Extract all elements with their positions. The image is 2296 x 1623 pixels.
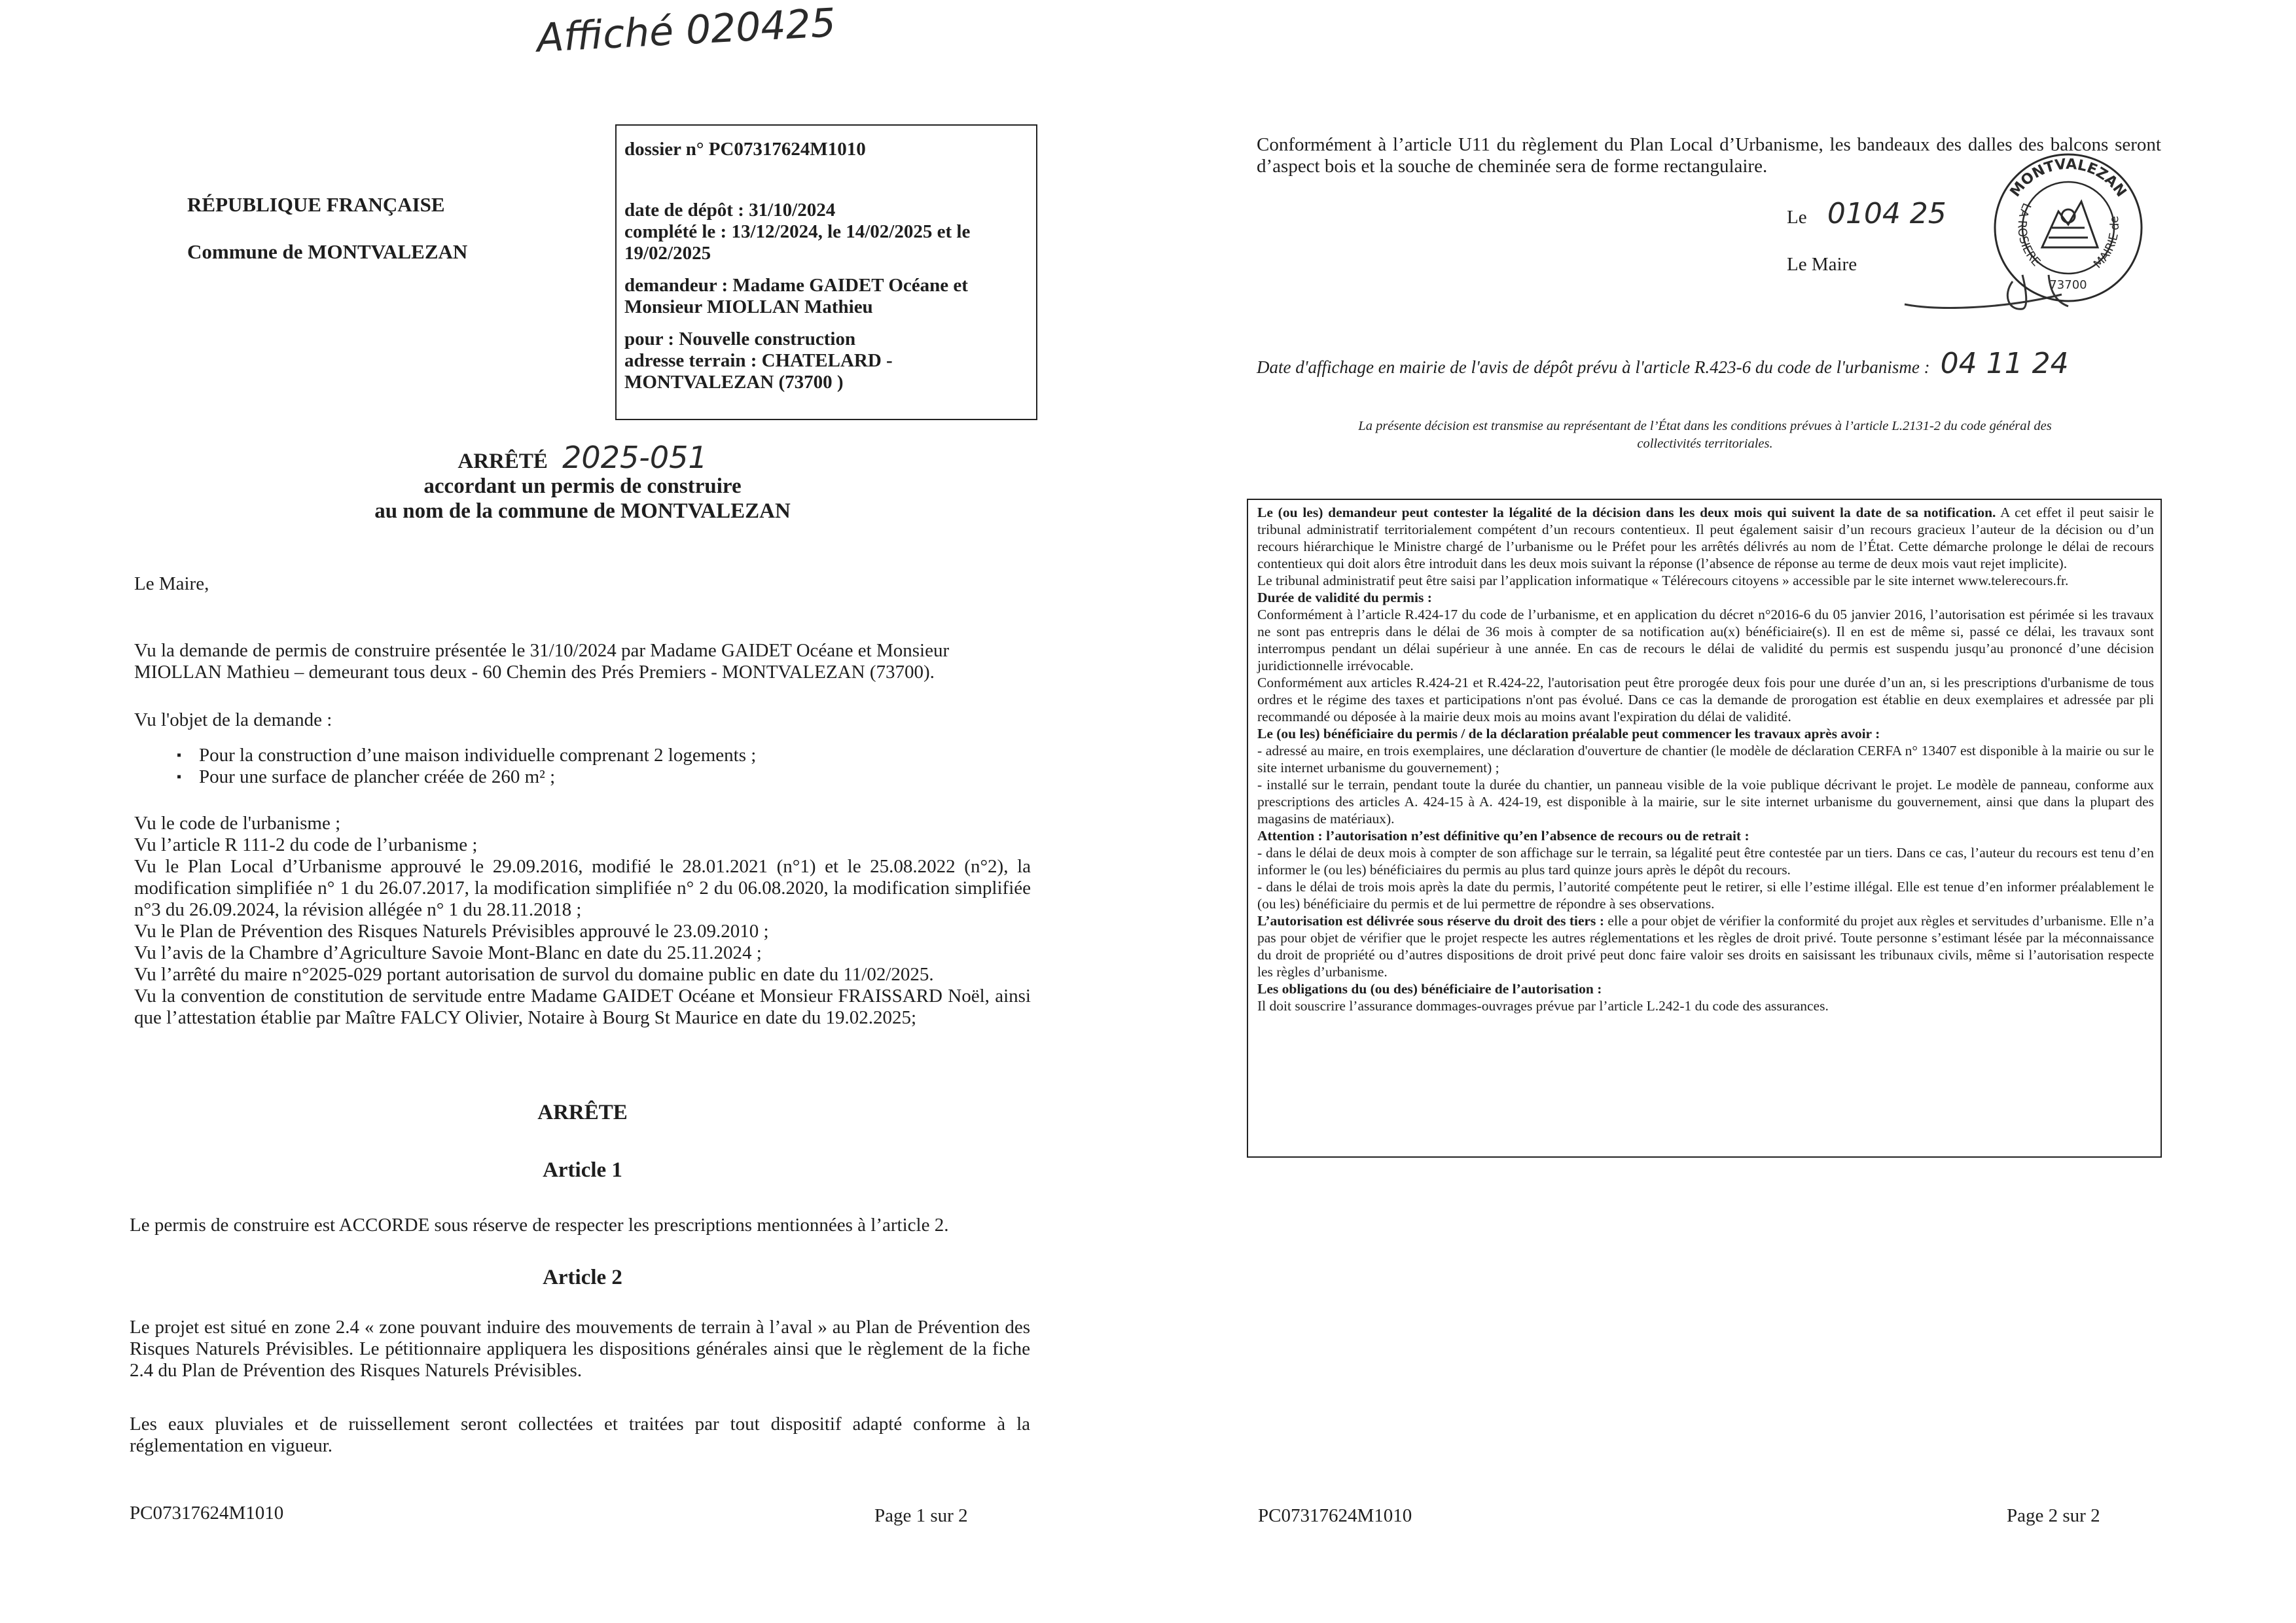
handwritten-arrete-number: 2025-051 xyxy=(562,440,708,475)
le-maire-label: Le Maire, xyxy=(134,573,209,594)
duree-paragraph-2: Conformément aux articles R.424-21 et R.424-22, l'autorisation peut être prorogée deux fois pour une durée d’un an, si les prescriptions d'urbanisme de tous ordres et le régime des taxes et participations n'ont pas évolué. Dans ce cas la demande de prorogation est établie en deux exemplaires et adressée par pli recommandé ou déposée à la mairie deux mois au moins avant l'expiration du délai de validité. xyxy=(1257,675,2154,724)
recours-paragraph xyxy=(1257,504,2154,572)
footer-reference: PC07317624M1010 xyxy=(130,1503,284,1524)
applicant-2: Monsieur MIOLLAN Mathieu xyxy=(624,296,873,317)
republic-heading: RÉPUBLIQUE FRANÇAISE xyxy=(187,193,445,216)
vu-item: Vu l’arrêté du maire n°2025-029 portant autorisation de survol du domaine public en date du 11/02/2025. xyxy=(134,964,934,985)
u11-paragraph: Conformément à l’article U11 du règlement du Plan Local d’Urbanisme, les bandeaux des dalles des balcons seront d’aspect bois et la souche de cheminée sera de forme rectangulaire. xyxy=(1257,134,2161,177)
footer-page-number-2: Page 2 sur 2 xyxy=(2007,1505,2100,1526)
signature-date-label: Le xyxy=(1787,207,1807,228)
commencer-paragraph-1: - adressé au maire, en trois exemplaires, une déclaration d'ouverture de chantier (le modèle de déclaration CERFA n° 13407 est disponible à la mairie ou sur le site internet urbanisme du gouvernement) ; xyxy=(1257,743,2154,776)
vu-list xyxy=(134,813,1031,1029)
commencer-paragraph-2: - installé sur le terrain, pendant toute la durée du chantier, un panneau visible de la voie publique décrivant le projet. Le modèle de panneau, conforme aux prescriptions des articles A. 424-15 à A. 424-19, est disponible à la mairie, sur le site internet urbanisme du gouvernement, ainsi que dans la plupart des magasins de matériaux). xyxy=(1257,777,2154,827)
attention-paragraph-1: - dans le délai de deux mois à compter de son affichage sur le terrain, sa légalité peut être contestée par un tiers. Dans ce cas, l’auteur du recours est tenu d’en informer le (ou les) bénéficiaires du permis au plus tard quinze jours après le dépôt du recours. xyxy=(1257,845,2154,878)
objet-item: ▪ Pour une surface de plancher créée de 260 m² ; xyxy=(199,766,756,788)
dossier-box xyxy=(615,124,1037,420)
vu-item: Vu la convention de constitution de servitude entre Madame GAIDET Océane et Monsieur FRAISSARD Noël, ainsi que l’attestation établie par Maître FALCY Olivier, Notaire à Bourg St Maurice en date du 19.02.2025; xyxy=(134,986,1031,1028)
article-2-paragraph-1: Le projet est situé en zone 2.4 « zone pouvant induire des mouvements de terrain à l’aval » au Plan de Prévention des Risques Naturels Prévisibles. Le pétitionnaire appliquera les dispositions générales ainsi que le règlement de la fiche 2.4 du Plan de Prévention des Risques Naturels Prévisibles. xyxy=(130,1317,1030,1381)
duree-paragraph-1: Conformément à l’article R.424-17 du code de l’urbanisme, et en application du décret n°2016-6 du 05 janvier 2016, l’autorisation est périmée si les travaux ne sont pas entrepris dans le délai de 36 mois à compter de sa notification au(x) bénéficiaire(s). Il en est de même si, passé ce délai, les travaux sont interrompus pendant un délai supérieur à une année. En cas de recours le délai de validité du permis est suspendu jusqu’au prononcé d’une décision juridictionnelle irrévocable. xyxy=(1257,607,2154,673)
legal-info-box xyxy=(1247,499,2162,1158)
attention-paragraph-2: - dans le délai de trois mois après la date du permis, l’autorité compétente peut le retirer, si elle l’estime illégal. Elle est tenue d’en informer préalablement le (ou les) bénéficiaire du permis et de lui permettre de répondre à ses observations. xyxy=(1257,879,2154,912)
stamp-right-text: LA ROSIERE xyxy=(2015,201,2043,270)
commune-heading: Commune de MONTVALEZAN xyxy=(187,240,468,263)
article-2-paragraph-2: Les eaux pluviales et de ruissellement seront collectées et traitées par tout dispositif adapté conforme à la réglementation en vigueur. xyxy=(130,1414,1030,1456)
commencer-heading: Le (ou les) bénéficiaire du permis / de la déclaration préalable peut commencer les travaux après avoir : xyxy=(1257,726,1880,741)
address-1: adresse terrain : CHATELARD - xyxy=(624,350,893,371)
affichage-text: Date d'affichage en mairie de l'avis de dépôt prévu à l'article R.423-6 du code de l'urbanisme : xyxy=(1257,357,1930,377)
deposit-date: date de dépôt : 31/10/2024 xyxy=(624,200,836,221)
address-2: MONTVALEZAN (73700 ) xyxy=(624,372,844,393)
purpose: pour : Nouvelle construction xyxy=(624,329,856,349)
handwritten-signature-date: 0104 25 xyxy=(1827,197,1946,230)
vu-demande xyxy=(134,640,1037,683)
tiers-text: elle a pour objet de vérifier la conformité du projet aux règles et servitudes d’urbanisme. Elle n’a pas pour objet de vérifier que le projet respecte les autres réglementations et les règles de droit privé. Toute personne s’estimant lésée par la méconnaissance du droit de propriété ou d’autres dispositions de droit privé peut donc faire valoir ses droits en saisissant les tribunaux civils, même si l’autorisation respecte les règles d’urbanisme. xyxy=(1257,913,2154,980)
article-1-text: Le permis de construire est ACCORDE sous réserve de respecter les prescriptions mentionnées à l’article 2. xyxy=(130,1215,949,1236)
recours-heading: Le (ou les) demandeur peut contester la légalité de la décision dans les deux mois qui suivent la date de sa notification. xyxy=(1257,505,1996,520)
footer-page-number: Page 1 sur 2 xyxy=(874,1505,968,1526)
dossier-number: dossier n° PC07317624M1010 xyxy=(624,139,866,160)
vu-item: Vu le Plan de Prévention des Risques Naturels Prévisibles approuvé le 23.09.2010 ; xyxy=(134,921,769,942)
stamp-left-text: MAIRIE de xyxy=(2090,215,2122,272)
vu-item: Vu l’avis de la Chambre d’Agriculture Savoie Mont-Blanc en date du 25.11.2024 ; xyxy=(134,942,762,963)
obligations-heading: Les obligations du (ou des) bénéficiaire de l’autorisation : xyxy=(1257,981,1602,997)
vu-objet: Vu l'objet de la demande : xyxy=(134,709,332,730)
arrete-title-word: ARRÊTÉ xyxy=(457,450,548,473)
signature-date-row xyxy=(1787,197,1946,230)
stamp-bottom-text: 73700 xyxy=(2049,278,2087,292)
vu-item: Vu le code de l'urbanisme ; xyxy=(134,813,341,834)
vu-demande-line2: MIOLLAN Mathieu – demeurant tous deux - 60 Chemin des Prés Premiers - MONTVALEZAN (73700). xyxy=(134,662,935,683)
affichage-row xyxy=(1257,347,2069,380)
arrete-title-line3: au nom de la commune de MONTVALEZAN xyxy=(374,499,791,523)
article-1-heading: Article 1 xyxy=(543,1158,622,1182)
handwritten-affiche: Affiché 020425 xyxy=(535,0,837,62)
tiers-paragraph xyxy=(1257,912,2154,980)
duree-heading: Durée de validité du permis : xyxy=(1257,590,1432,605)
handwritten-affichage-date: 04 11 24 xyxy=(1940,347,2069,380)
transmise-note xyxy=(1244,418,2166,453)
arrete-title xyxy=(196,440,969,524)
footer-reference-2: PC07317624M1010 xyxy=(1258,1505,1412,1526)
vu-item: Vu le Plan Local d’Urbanisme approuvé le 29.09.2016, modifié le 28.01.2021 (n°1) et le 25.08.2022 (n°2), la modification simplifiée n° 1 du 26.07.2017, la modification simplifiée n° 2 du 06.08.2020, la modification simplifiée n°3 du 26.09.2024, la révision allégée n° 1 du 28.11.2018 ; xyxy=(134,856,1031,920)
completed-date-2: 19/02/2025 xyxy=(624,243,711,264)
town-hall-stamp xyxy=(1990,149,2147,306)
tiers-heading: L’autorisation est délivrée sous réserve du droit des tiers : xyxy=(1257,913,1604,929)
arrete-heading: ARRÊTE xyxy=(537,1101,628,1124)
arrete-title-line2: accordant un permis de construire xyxy=(423,474,742,498)
applicant-1: demandeur : Madame GAIDET Océane et xyxy=(624,275,968,296)
objet-item: ▪ Pour la construction d’une maison individuelle comprenant 2 logements ; xyxy=(199,745,756,766)
signature-maire-label: Le Maire xyxy=(1787,254,1857,275)
transmise-line2: collectivités territoriales. xyxy=(1637,437,1773,451)
objet-list xyxy=(164,745,756,788)
recours-text: A cet effet il peut saisir le tribunal administratif territorialement compétent d’un recours contentieux. Il peut également saisir d’un recours gracieux l’auteur de la décision ou d’un recours hiérarchique le Ministre chargé de l’urbanisme ou le Préfet pour les arrêtés délivrés au nom de l’État. Cette démarche prolonge le délai de recours contentieux qui doit alors être introduit dans les deux mois suivant la réponse (l’absence de réponse au terme de deux mois vaut rejet implicite). xyxy=(1257,505,2154,571)
stamp-emblem xyxy=(2042,202,2098,247)
vu-item: Vu l’article R 111-2 du code de l’urbanisme ; xyxy=(134,834,478,855)
obligations-paragraph: Il doit souscrire l’assurance dommages-ouvrages prévue par l’article L.242-1 du code des assurances. xyxy=(1257,998,1829,1014)
stamp-top-text: MONTVALEZAN xyxy=(2007,156,2130,200)
telerecours-paragraph: Le tribunal administratif peut être saisi par l’application informatique « Télérecours citoyens » accessible par le site internet www.telerecours.fr. xyxy=(1257,573,2069,588)
article-2-heading: Article 2 xyxy=(543,1266,622,1289)
attention-heading: Attention : l’autorisation n’est définitive qu’en l’absence de recours ou de retrait : xyxy=(1257,828,1749,844)
completed-date-1: complété le : 13/12/2024, le 14/02/2025 et le xyxy=(624,221,971,242)
vu-demande-line1: Vu la demande de permis de construire présentée le 31/10/2024 par Madame GAIDET Océane et Monsieur xyxy=(134,640,950,661)
transmise-line1: La présente décision est transmise au représentant de l’État dans les conditions prévues à l’article L.2131-2 du code général des xyxy=(1358,419,2052,433)
